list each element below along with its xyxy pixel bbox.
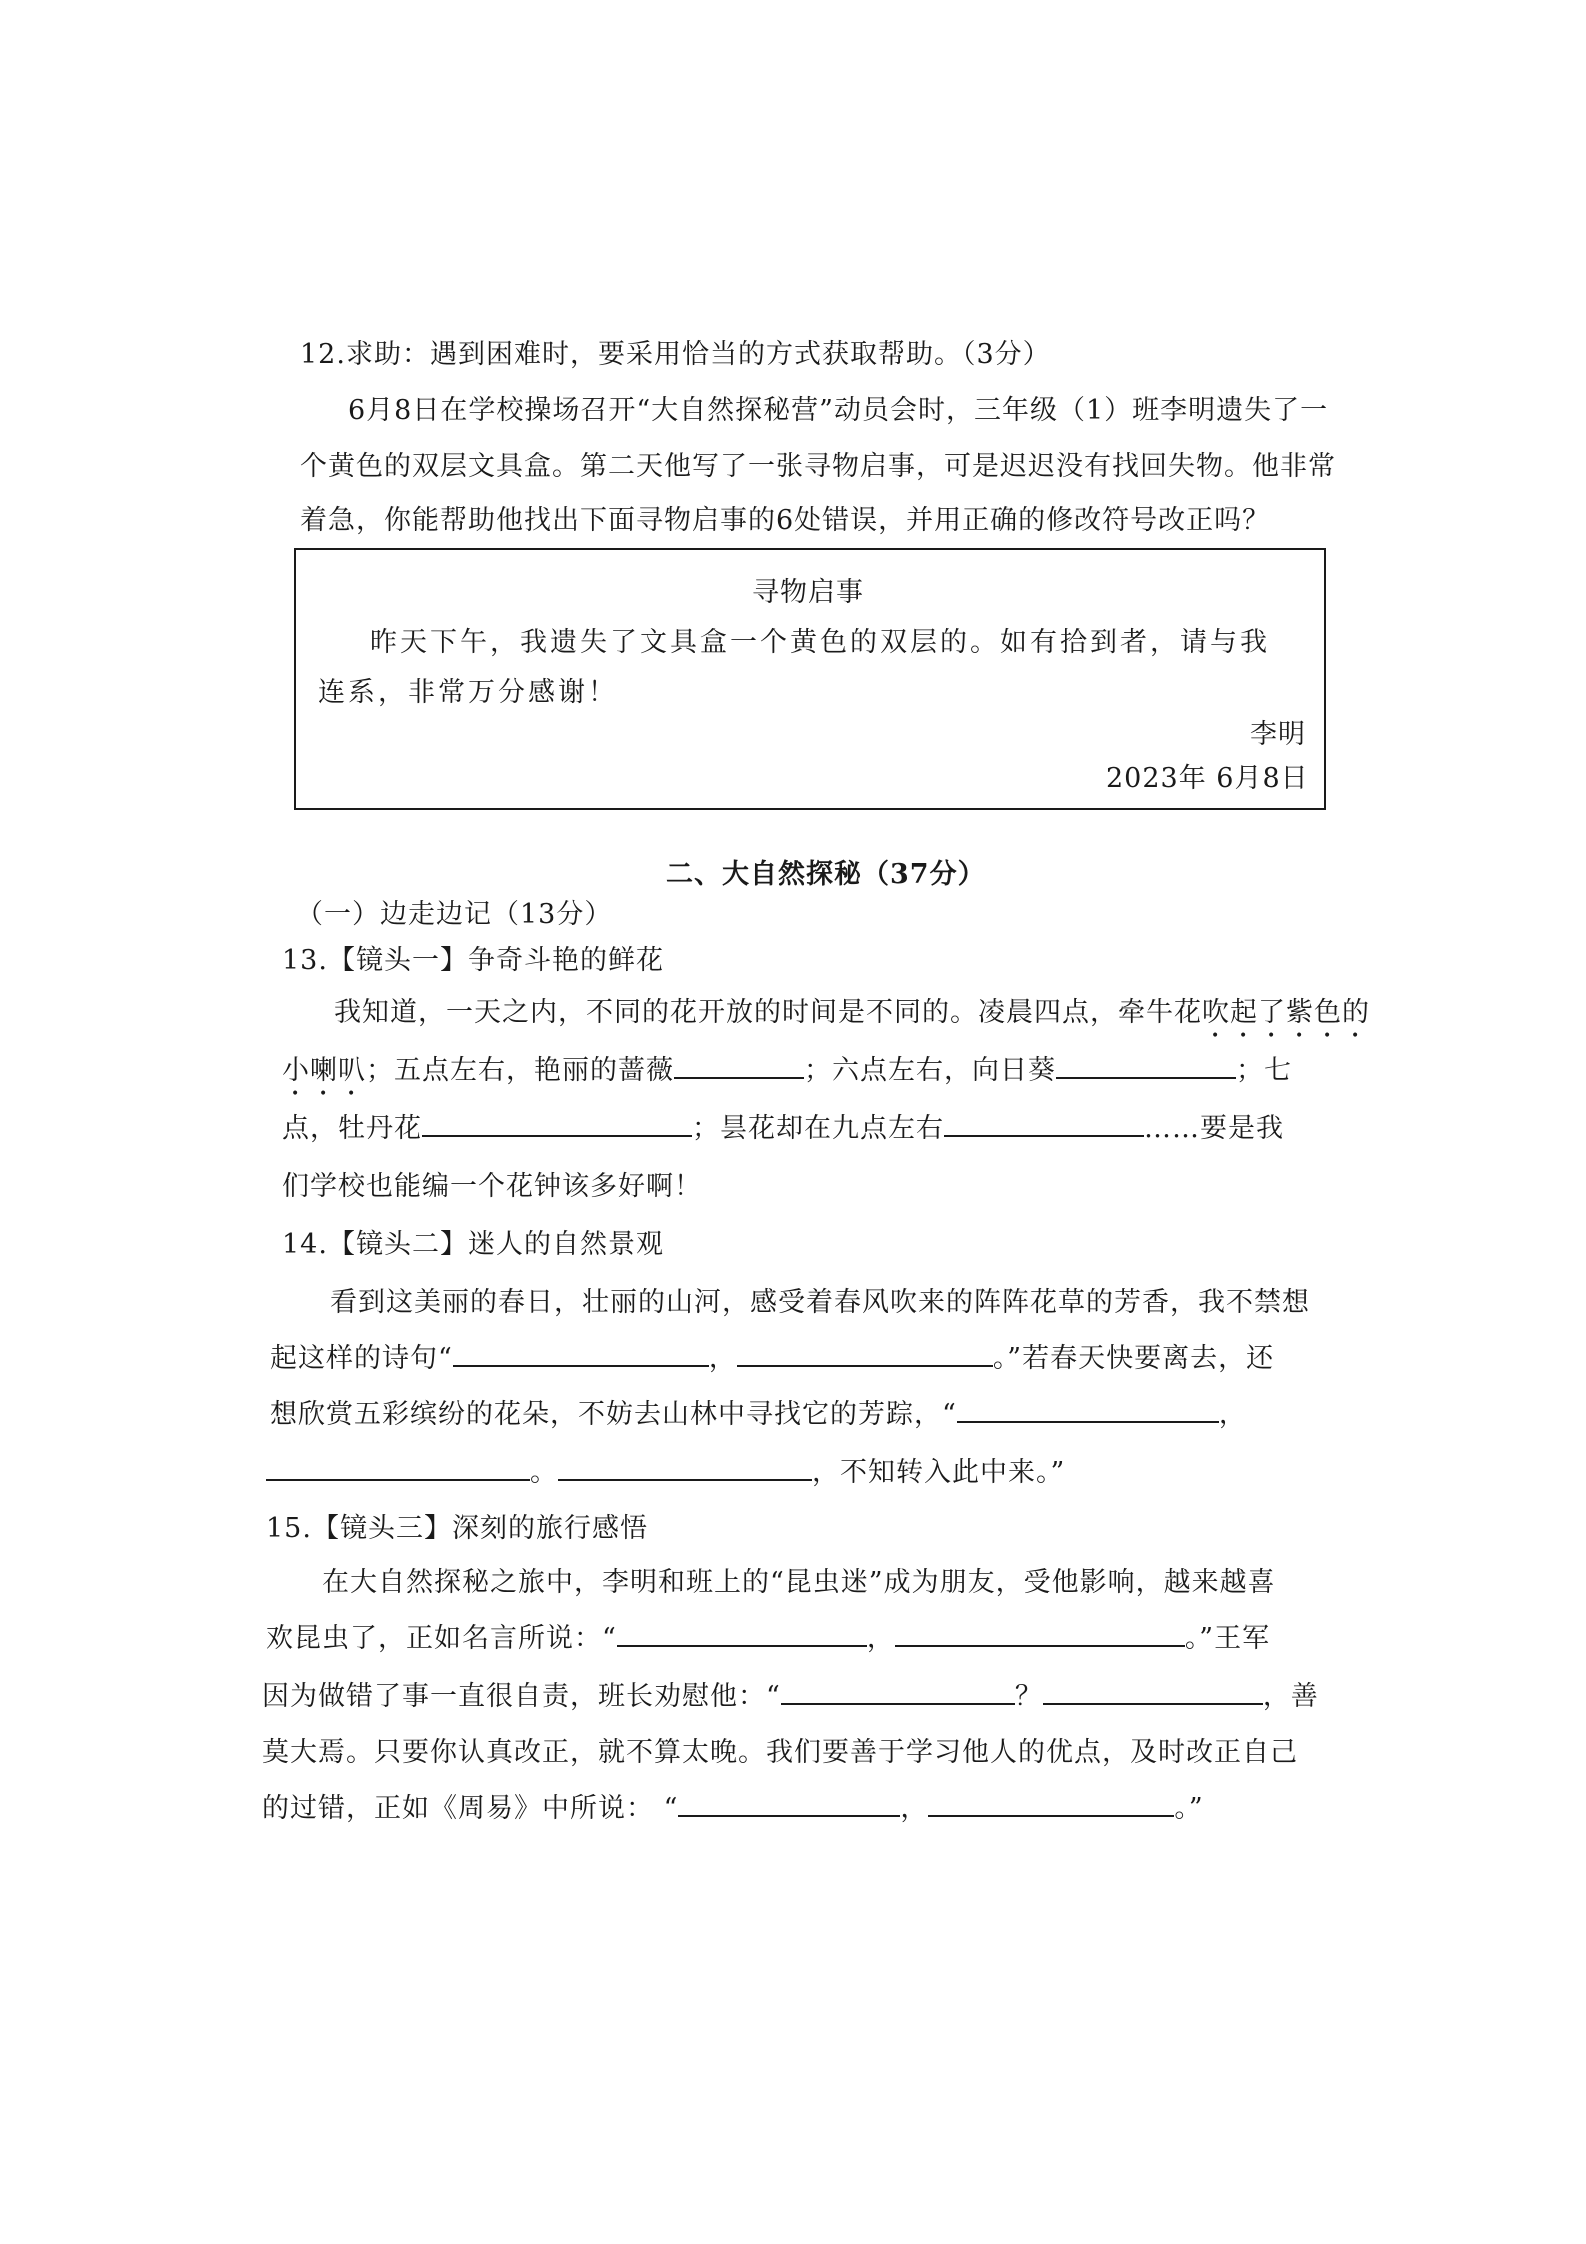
q12-paragraph-line: 着急，你能帮助他找出下面寻物启事的6处错误，并用正确的修改符号改正吗？	[300, 505, 1271, 536]
subsection-title: （一）边走边记（13分）	[296, 899, 613, 930]
notice-body-line: 连系，非常万分感谢！	[318, 677, 618, 708]
q14-line	[270, 1336, 1274, 1375]
q13-line	[282, 1106, 1284, 1145]
notice-body-line: 昨天下午，我遗失了文具盒一个黄色的双层的。如有拾到者，请与我	[370, 627, 1270, 658]
answer-blank[interactable]	[895, 1617, 1185, 1647]
q13-emphasis-text: 小喇叭	[282, 1055, 366, 1086]
answer-blank[interactable]	[266, 1451, 530, 1481]
q15-text: 。”王军	[1184, 1623, 1271, 1654]
q15-line	[262, 1786, 1204, 1825]
notice-title: 寻物启事	[752, 577, 864, 608]
q14-line: 看到这美丽的春日，壮丽的山河，感受着春风吹来的阵阵花草的芳香，我不禁想	[330, 1287, 1310, 1318]
answer-blank[interactable]	[678, 1787, 900, 1817]
q15-line: 莫大焉。只要你认真改正，就不算太晚。我们要善于学习他人的优点，及时改正自己	[262, 1737, 1298, 1768]
q13-title: 13.【镜头一】争奇斗艳的鲜花	[282, 945, 664, 976]
q14-text: 起这样的诗句“	[270, 1343, 453, 1374]
notice-signature: 李明	[1250, 719, 1306, 750]
q13-text: ；七	[1236, 1055, 1292, 1086]
section-title: 二、大自然探秘（37分）	[666, 859, 986, 890]
q13-text: 点，牡丹花	[282, 1113, 422, 1144]
q14-line	[266, 1450, 1065, 1489]
q13-text: ……要是我	[1144, 1113, 1284, 1144]
q15-text: ，善	[1262, 1681, 1319, 1712]
q14-text: ，不知转入此中来。”	[812, 1457, 1066, 1488]
q15-text: 因为做错了事一直很自责，班长劝慰他：“	[262, 1681, 781, 1712]
answer-blank[interactable]	[617, 1617, 867, 1647]
q15-text: 的过错，正如《周易》中所说： “	[262, 1793, 679, 1824]
q13-text: ；五点左右，艳丽的蔷薇	[366, 1055, 674, 1086]
q13-text: 我知道，一天之内，不同的花开放的时间是不同的。凌晨四点，牵牛花	[334, 997, 1202, 1028]
q14-text: 。”若春天快要离去，还	[992, 1343, 1275, 1374]
q15-line: 在大自然探秘之旅中，李明和班上的“昆虫迷”成为朋友，受他影响，越来越喜	[322, 1567, 1276, 1598]
answer-blank[interactable]	[944, 1107, 1144, 1137]
q14-text: ，	[708, 1343, 737, 1374]
q15-text: ，	[900, 1793, 929, 1824]
q14-text: ，	[1218, 1399, 1247, 1430]
q14-text: 。	[530, 1457, 558, 1488]
answer-blank[interactable]	[674, 1049, 804, 1079]
answer-blank[interactable]	[737, 1337, 993, 1367]
answer-blank[interactable]	[928, 1787, 1174, 1817]
q14-text: 想欣赏五彩缤纷的花朵，不妨去山林中寻找它的芳踪，“	[270, 1399, 957, 1430]
answer-blank[interactable]	[957, 1393, 1219, 1423]
q13-text: ；昙花却在九点左右	[692, 1113, 944, 1144]
q15-line	[262, 1674, 1319, 1713]
q13-text: ；六点左右，向日葵	[804, 1055, 1056, 1086]
answer-blank[interactable]	[422, 1107, 692, 1137]
q15-title: 15.【镜头三】深刻的旅行感悟	[266, 1513, 648, 1544]
q14-line	[270, 1392, 1247, 1431]
q13-emphasis-text: 吹起了紫色的	[1202, 997, 1370, 1028]
q13-line	[334, 990, 1370, 1044]
q15-text: ？	[1014, 1681, 1043, 1712]
notice-date: 2023年 6月8日	[1106, 763, 1309, 794]
answer-blank[interactable]	[781, 1675, 1015, 1705]
q13-line: 们学校也能编一个花钟该多好啊！	[282, 1171, 702, 1202]
q12-title: 12.求助：遇到困难时，要采用恰当的方式获取帮助。（3分）	[300, 339, 1051, 370]
q15-line	[266, 1616, 1270, 1655]
q12-paragraph-line: 个黄色的双层文具盒。第二天他写了一张寻物启事，可是迟迟没有找回失物。他非常	[300, 451, 1336, 482]
q15-text: 欢昆虫了，正如名言所说：“	[266, 1623, 617, 1654]
answer-blank[interactable]	[558, 1451, 812, 1481]
q14-title: 14.【镜头二】迷人的自然景观	[282, 1229, 664, 1260]
q15-text: 。”	[1174, 1793, 1204, 1824]
q15-text: ，	[866, 1623, 895, 1654]
answer-blank[interactable]	[1043, 1675, 1263, 1705]
answer-blank[interactable]	[453, 1337, 709, 1367]
q12-paragraph-line: 6月8日在学校操场召开“大自然探秘营”动员会时，三年级（1）班李明遗失了一	[348, 395, 1329, 426]
answer-blank[interactable]	[1056, 1049, 1236, 1079]
q13-line	[282, 1048, 1292, 1102]
